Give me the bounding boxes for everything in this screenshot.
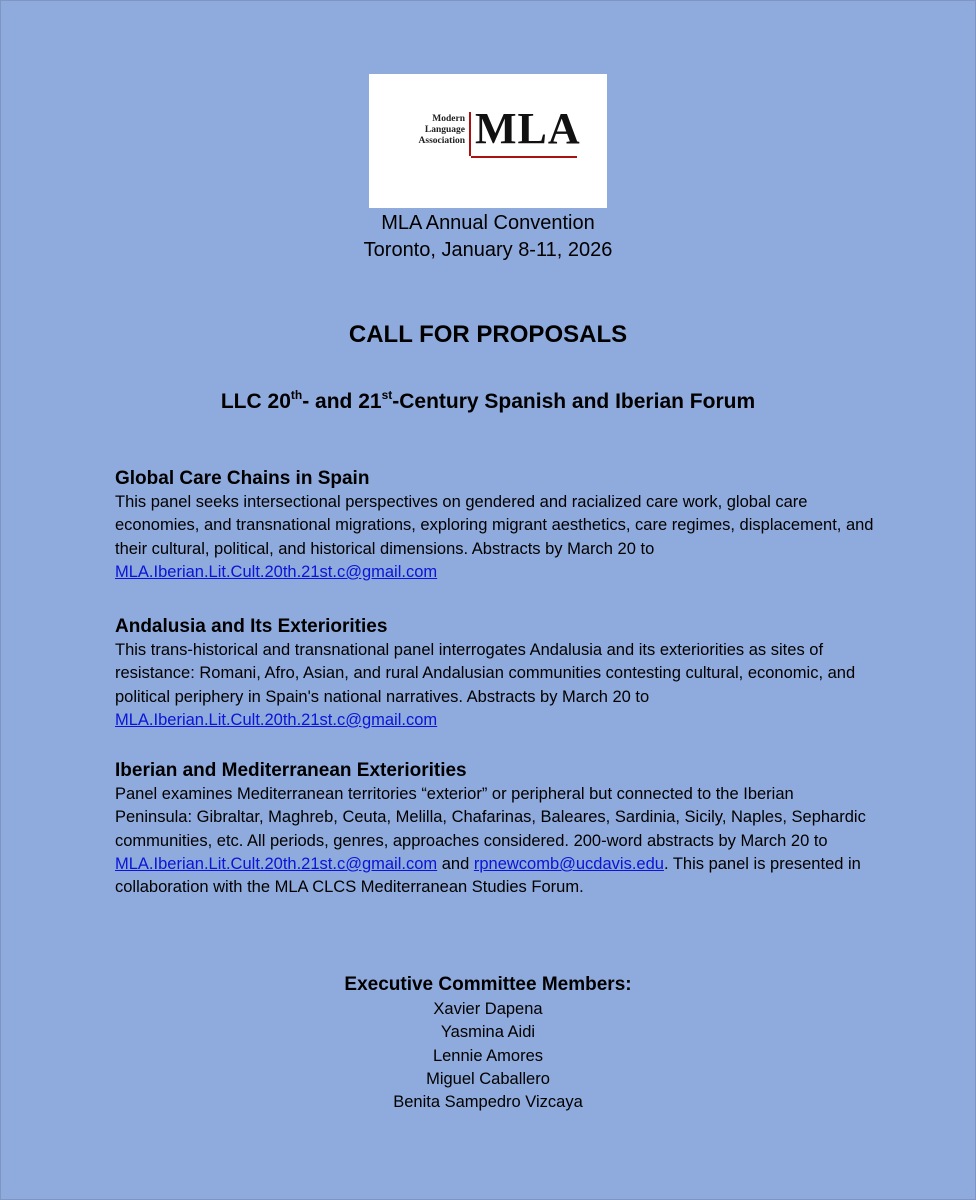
panel-title: Andalusia and Its Exteriorities [115, 616, 388, 637]
logo-line-1: Modern [432, 114, 465, 124]
email-link[interactable]: MLA.Iberian.Lit.Cult.20th.21st.c@gmail.com [115, 562, 438, 581]
forum-suffix: -Century Spanish and Iberian Forum [392, 390, 756, 413]
panel-description [115, 783, 875, 899]
forum-middle: - and 21 [302, 390, 382, 413]
panel-tail: . This panel is presented in collaboration with the MLA CLCS Mediterranean Studies Forum. [115, 854, 861, 897]
logo-acronym: MLA [475, 104, 581, 153]
committee-member: Miguel Caballero [426, 1069, 550, 1088]
panel-body: This panel seeks intersectional perspectives on gendered and racialized care work, global care economies, and transnational migrations, exploring migrant aesthetics, care regimes, displacement, and their cultural, political, and historical dimensions. Abstracts by March 20 to [115, 493, 874, 558]
logo-line-3: Association [418, 136, 465, 146]
mla-logo [369, 74, 607, 208]
page-title: CALL FOR PROPOSALS [348, 321, 628, 348]
panel-iberian-mediterranean [115, 759, 875, 899]
logo-underline [471, 156, 577, 158]
committee-member: Xavier Dapena [433, 1000, 543, 1018]
committee-heading: Executive Committee Members: [344, 974, 632, 995]
convention-info [0, 210, 976, 264]
logo-line-2: Language [424, 125, 465, 135]
panel-global-care-chains [115, 467, 875, 584]
forum-sup-2: st [381, 388, 393, 402]
logo-divider [469, 112, 471, 156]
panel-title: Global Care Chains in Spain [115, 468, 370, 489]
panel-andalusia [115, 615, 875, 732]
committee-member: Lennie Amores [432, 1046, 544, 1065]
panel-description [115, 491, 875, 584]
convention-title: MLA Annual Convention [381, 212, 595, 234]
committee-member: Yasmina Aidi [440, 1023, 536, 1042]
panel-title: Iberian and Mediterranean Exteriorities [115, 760, 467, 781]
logo-wordmark [419, 114, 465, 147]
panel-body: Panel examines Mediterranean territories “exterior” or peripheral but connected to the Iberian Peninsula: Gibraltar, Maghreb, Ceuta, Melilla, Chafarinas, Baleares, Sardinia, Sicily, Naples, Sephardic communities, etc. All periods, genres, approaches considered. 200-word abstracts by March 20 to [115, 785, 866, 850]
forum-title [0, 390, 976, 414]
forum-prefix: LLC 20 [220, 390, 291, 413]
forum-sup-1: th [290, 388, 303, 402]
email-link-2[interactable]: rpnewcomb@ucdavis.edu [473, 854, 664, 873]
executive-committee [0, 972, 976, 1114]
email-link[interactable]: MLA.Iberian.Lit.Cult.20th.21st.c@gmail.com [115, 710, 438, 729]
committee-member: Benita Sampedro Vizcaya [393, 1093, 583, 1112]
email-link[interactable]: MLA.Iberian.Lit.Cult.20th.21st.c@gmail.com [115, 854, 438, 873]
convention-location: Toronto, January 8-11, 2026 [363, 239, 613, 261]
panel-body: This trans-historical and transnational panel interrogates Andalusia and its exteriorities as sites of resistance: Romani, Afro, Asian, and rural Andalusian communities contesting cultural, economic, and political periphery in Spain's national narratives. Abstracts by March 20 to [115, 641, 856, 706]
panel-description [115, 639, 875, 732]
panel-connector: and [437, 854, 474, 873]
